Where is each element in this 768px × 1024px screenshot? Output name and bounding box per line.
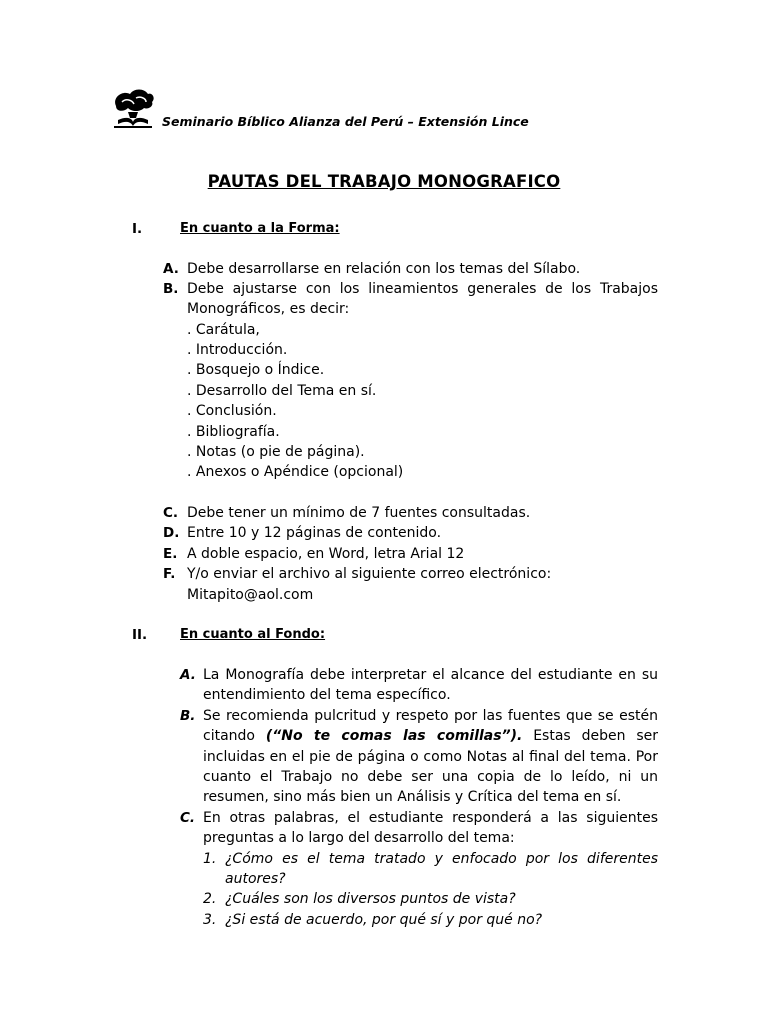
item-2b-quote: (“No te comas las comillas”). [265,728,523,745]
list-item: . Anexos o Apéndice (opcional) [187,464,404,480]
question-text: ¿Si está de acuerdo, por qué sí y por qué no? [225,912,543,928]
item-1f-line1: Y/o enviar el archivo al siguiente correo electrónico: [187,566,552,582]
page-title: PAUTAS DEL TRABAJO MONOGRAFICO [207,172,561,191]
list-item: . Bosquejo o Índice. [187,362,325,378]
question-number: 2. [203,891,217,907]
list-item: . Notas (o pie de página). [187,444,365,460]
item-1e-text: A doble espacio, en Word, letra Arial 12 [187,546,465,562]
item-2c-label: C. [180,810,196,826]
item-2b-text-post: Estas deben ser incluidas en el pie de página o como Notas al final del tema. Por cuanto el Trabajo no debe ser una copia de lo leído, ni un resumen, sino más bien un Análisis y Crítica del tema en sí. [203,728,659,806]
section-1-heading: En cuanto a la Forma: [180,221,340,236]
question-number: 1. [203,851,217,867]
item-1a-label: A. [163,261,179,277]
item-2a-text: La Monografía debe interpretar el alcance del estudiante en su entendimiento del tema específico. [203,667,658,704]
contact-email: Mitapito@aol.com [187,587,314,603]
document-header [108,84,568,134]
list-item: . Introducción. [187,342,288,358]
item-1b-line2: Monográficos, es decir: [187,301,350,317]
item-2a-label: A. [180,667,196,683]
item-1f-label: F. [163,566,176,582]
institution-name: Seminario Bíblico Alianza del Perú – Extensión Lince [162,114,529,129]
section-2-numeral: II. [132,627,148,643]
list-item: . Desarrollo del Tema en sí. [187,383,377,399]
question-number: 3. [203,912,217,928]
item-2b-text [203,706,658,807]
item-1c-text: Debe tener un mínimo de 7 fuentes consultadas. [187,505,531,521]
section-1-numeral: I. [132,221,143,237]
question-text: ¿Cuáles son los diversos puntos de vista? [225,891,516,907]
item-1a-text: Debe desarrollarse en relación con los temas del Sílabo. [187,261,581,277]
item-1e-label: E. [163,546,178,562]
item-1b-line1: Debe ajustarse con los lineamientos generales de los Trabajos [187,281,658,297]
item-2c-text: En otras palabras, el estudiante responderá a las siguientes preguntas a lo largo del desarrollo del tema: [203,810,658,847]
item-1c-label: C. [163,505,179,521]
section-2-heading: En cuanto al Fondo: [180,627,326,642]
list-item: . Bibliografía. [187,424,280,440]
item-1b-label: B. [163,281,179,297]
question-text: ¿Cómo es el tema tratado y enfocado por los diferentes autores? [225,851,658,888]
list-item: . Carátula, [187,322,260,338]
list-item: . Conclusión. [187,403,277,419]
item-1d-text: Entre 10 y 12 páginas de contenido. [187,525,442,541]
item-1d-label: D. [163,525,180,541]
item-2b-label: B. [180,708,196,724]
seminary-logo-icon [108,84,158,132]
item-2b-text-pre: Se recomienda pulcritud y respeto por las fuentes que se estén citando [203,708,658,745]
